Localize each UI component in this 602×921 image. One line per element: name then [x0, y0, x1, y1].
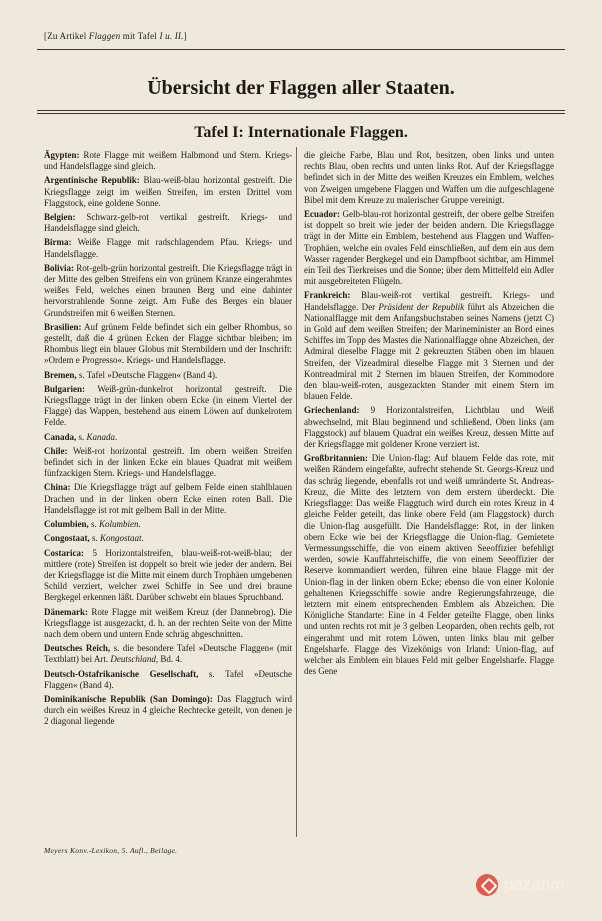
entry-text: die gleiche Farbe, Blau und Rot, besitzen, oben links und unten rechts Blau, oben rechts und unten links Rot. Auf der Kriegsflagge befindet sich in der Mitte des weißen Kreuzes ein Emblem, welches von Zweigen umgebene Flaggen und Waffen um die aufgeschlagene Bibel mit dem Kreuze zu malerischer Gruppe vereinigt. [304, 150, 554, 205]
left-column [44, 150, 292, 731]
entry-text: Gelb-blau-rot horizontal gestreift, der obere gelbe Streifen ist doppelt so breit wie jeder der beiden andern. Die Kriegsflagge trägt in der Mitte ein Emblem, bestehend aus Flaggen und Waffen-Trophäen, welche ein ovales Feld einschließen, auf dem ein aus dem Wasser ragender Bergkegel und ein Dampfboot sichtbar, am Himmel ein Teil des Tierkreises und die Sonne; über dem Mittelfeld ein Adler mit ausgebreiteten Flügeln. [304, 209, 554, 287]
flag-entry [44, 150, 292, 172]
entry-heading: Chile: [44, 445, 68, 456]
flag-entry [44, 175, 292, 209]
entry-text-tail: . [141, 533, 144, 544]
watermark-logo-icon [476, 874, 498, 896]
entry-text: s. [91, 519, 100, 530]
entry-text: Weiß-grün-dunkelrot horizontal gestreift. Die Kriegsflagge trägt in der linken obern Ecke (in einem Viertel der Flagge) das Wappen, bestehend aus einem Löwen auf dunkelrotem Felde. [44, 383, 292, 428]
entry-heading: Deutsch-Ostafrikanische Gesellschaft, [44, 668, 199, 679]
entry-text: Die Kriegsflagge trägt auf gelbem Felde einen stahlblauen Drachen und in der linken obern Ecke einen roten Ball. Die Handelsflagge ist rot mit gelbem Ball in der Mitte. [44, 482, 292, 515]
flag-entry [44, 322, 292, 367]
entry-text: s. [92, 533, 101, 544]
entry-heading: China: [44, 482, 71, 493]
flag-entry [44, 370, 292, 381]
entry-text: 9 Horizontalstreifen, Lichtblau und Weiß abwechselnd, mit Blau beginnend und schließend. Oben links (am Flaggstock) auf blauem Quadrat ein weißes Kreuz, dessen Mitte auf der Kriegsflagge mit goldener Krone verziert ist. [304, 405, 554, 450]
plate-subtitle: Tafel I: Internationale Flaggen. [194, 124, 408, 141]
entry-text-tail: . [138, 519, 141, 530]
title-rule-lower [37, 113, 565, 114]
entry-heading: Brasilien: [44, 321, 82, 332]
entry-text: Das Flaggtuch wird durch ein weißes Kreuz in 4 gleiche Rechtecke geteilt, von denen je 2 diagonal liegende [44, 693, 292, 727]
entry-italic-ref: Kongostaat [100, 533, 142, 544]
flag-entry [44, 533, 292, 544]
flag-entry [44, 237, 292, 259]
entry-text: s. Tafel »Deutsche Flaggen« (Band 4). [44, 668, 292, 690]
right-column [304, 150, 554, 680]
entry-text: Blau-weiß-rot vertikal gestreift. Kriegs- und Handelsflagge. Der [304, 290, 554, 312]
entry-text: s. [78, 431, 87, 442]
flag-entry [44, 384, 292, 429]
entry-text: Schwarz-gelb-rot vertikal gestreift. Kriegs- und Handelsflagge sind gleich. [44, 212, 292, 234]
flag-entry [44, 548, 292, 604]
entry-italic-ref: Kolumbien [99, 519, 139, 530]
entry-text: s. Tafel »Deutsche Flaggen« (Band 4). [78, 369, 218, 380]
entry-heading: Belgien: [44, 212, 76, 223]
entry-heading: Großbritannien: [304, 453, 368, 464]
flag-entry [44, 669, 292, 691]
entry-text-tail: . [115, 431, 118, 442]
entry-text: Auf grünem Felde befindet sich ein gelber Rhombus, so gestellt, daß die 4 grünen Ecken der Flagge sichtbar bleiben; im Rhombus liegt ein blauer Globus mit Sternbildern und der Inschrift: »Ordem e Progresso«. Kriegs- und Handelsflagge. [44, 321, 292, 366]
entry-heading: Costarica: [44, 547, 84, 558]
entry-heading: Columbien, [44, 519, 89, 530]
entry-text: Die Union-flag: Auf blauem Felde das rote, mit weißen Rändern eingefaßte, aufrecht stehende St. Georgs-Kreuz und das schräg liegende, ebenfalls rot und weiß umränderte St. Andreas-Kreuz, die Mitte des letztern von dem erstern überdeckt. Die Kriegsflagge: Das weiße Flaggtuch wird durch ein rotes Kreuz in 4 gleiche Felder geteilt, das linke obere Feld (am Flaggstock) durch die Union-flag ausgefüllt. Die Handelsflagge: Rot, in der linken obern Ecke wie bei der Kriegsflagge die Union-flag. Gemietete Vermessungsschiffe, die von einem aktiven Seeoffizier befehligt werden, sowie Kauffahrteischiffe, die von einem Seeoffizier der Reserve kommandiert werden, führen eine blaue Flagge mit der Union-flag in der linken obern Ecke; ebenso die von einer Kolonie gehaltenen Kriegsschiffe sowie andre Regierungsfahrzeuge, die letztern mit einem entsprechenden Emblem als Abzeichen. Die Königliche Standarte: Eine in 4 Felder geteilte Flagge, oben links und unten rechts rot mit je 3 gelben Leoparden, oben rechts gelb, rot eingerahmt und mit rotem Löwen, unten links blau mit gelber Engelsharfe. Flagge des Vizekönigs von Irland: Union-flag, auf welcher als Emblem ein blaues Feld mit gelber Engelsharfe. Flagge des Gene [304, 453, 554, 677]
entry-heading: Congostaat, [44, 533, 90, 544]
watermark [476, 874, 564, 896]
entry-heading: Ecuador: [304, 209, 340, 220]
flag-entry [44, 643, 292, 665]
entry-heading: Bolivia: [44, 262, 75, 273]
entry-text-tail: führt als Abzeichen die Nationalflagge mit dem Anfangsbuchstaben seines Namens (jetzt C) in Gold auf dem weißen Streifen; der Marineminister an Bord eines Schiffes im Topp des Mastes die Nationalflagge ohne Abzeichen, der Admiral dieselbe Flagge mit 2 gekreuzten Stäben oben im blauen Streifen, der Vizeadmiral dieselbe Flagge mit 3 Sternen und der Kontreadmiral mit 2 Sternen im blauen Streifen, der Kommodore den blau-weiß-roten, ausgezackten Stander mit einem Stern im blauen Felde. [304, 301, 554, 402]
entry-text-tail: , Bd. 4. [155, 654, 183, 665]
entry-text: Blau-weiß-blau horizontal gestreift. Die Kriegsflagge zeigt im weißen Streifen, im ersten Drittel vom Flaggstock, eine goldene Sonne. [44, 175, 292, 208]
flag-entry [44, 212, 292, 234]
entry-heading: Argentinische Republik: [44, 175, 140, 186]
flag-entry [44, 694, 292, 728]
entry-heading: Birma: [44, 237, 72, 248]
entry-italic-ref: Präsident der Republik [378, 301, 465, 312]
flag-entry [44, 432, 292, 443]
flag-entry [304, 405, 554, 450]
entry-heading: Bremen, [44, 369, 77, 380]
entry-heading: Deutsches Reich, [44, 643, 111, 654]
entry-heading: Ägypten: [44, 150, 80, 160]
entry-text: Weiß-rot horizontal gestreift. Im obern weißen Streifen befindet sich in der linken Ecke ein blaues Quadrat mit weißem fünfzackigen Stern. Kriegs- und Handelsflagge. [44, 445, 292, 479]
column-divider [296, 147, 297, 837]
watermark-text: pazarim [504, 875, 565, 894]
page-title: Übersicht der Flaggen aller Staaten. [147, 77, 455, 99]
entry-italic-ref: Kanada [86, 431, 116, 442]
entry-heading: Canada, [44, 431, 77, 442]
entry-text: 5 Horizontalstreifen, blau-weiß-rot-weiß-blau; der mittlere (rote) Streifen ist doppelt so breit wie jeder der andern. Bei der Kriegsflagge ist die Mitte mit einem durch Trophäen umgebenen Schild verziert, welcher zwei Schiffe in See und drei braune Bergkegel erkennen läßt. Darüber schwebt ein blaues Spruchband. [44, 547, 292, 603]
top-rule [37, 49, 565, 50]
flag-entry [304, 453, 554, 677]
flag-entry [44, 519, 292, 530]
flag-entry [304, 290, 554, 402]
entry-text: Rot-gelb-grün horizontal gestreift. Die Kriegsflagge trägt in der Mitte des gelben Streifens ein von grünem Kranze eingerahmtes weißes Feld, welches einen braunen Berg und eine dahinter hervorstrahlende Sonne zeigt. Am Fuße des Berges ein blauer Grundstreifen mit 6 weißen Sternen. [44, 262, 292, 318]
article-reference: [Zu Artikel Flaggen mit Tafel I u. II.] [44, 31, 187, 41]
flag-entry [44, 607, 292, 641]
flag-entry [44, 446, 292, 480]
entry-heading: Griechenland: [304, 405, 360, 416]
flag-entry [44, 482, 292, 516]
flag-entry [304, 150, 554, 206]
entry-heading: Dominikanische Republik (San Domingo): [44, 693, 213, 704]
entry-italic-ref: Deutschland [110, 654, 156, 665]
entry-text: Weiße Flagge mit radschlagendem Pfau. Kriegs- und Handelsflagge. [44, 237, 292, 259]
entry-heading: Dänemark: [44, 606, 88, 617]
entry-heading: Bulgarien: [44, 383, 86, 394]
entry-text: Rote Flagge mit weißem Kreuz (der Dannebrog). Die Kriegsflagge ist ausgezackt, d. h. an der rechten Seite von der Mitte nach dem obern und untern Ende schräg abgeschnitten. [44, 606, 292, 639]
flag-entry [44, 263, 292, 319]
entry-text: Rote Flagge mit weißem Halbmond und Stern. Kriegs- und Handelsflagge sind gleich. [44, 150, 292, 172]
flag-entry [304, 209, 554, 287]
publication-footer: Meyers Konv.-Lexikon, 5. Aufl., Beilage. [44, 846, 178, 855]
entry-heading: Frankreich: [304, 290, 351, 301]
entry-text: s. die besondere Tafel »Deutsche Flaggen« (mit Textblatt) bei Art. [44, 643, 292, 665]
title-rule-upper [37, 110, 565, 111]
